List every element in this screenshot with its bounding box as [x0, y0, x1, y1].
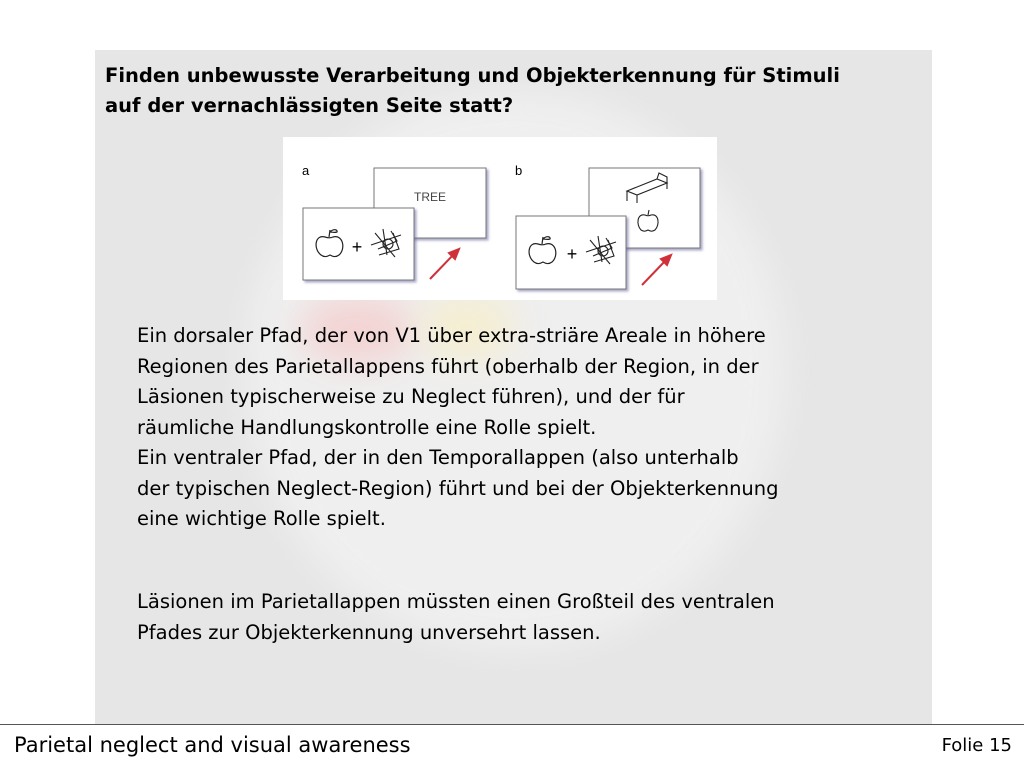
- footer-title: Parietal neglect and visual awareness: [14, 733, 411, 757]
- panel-b-fixation-cross: +: [566, 244, 578, 264]
- slide-title-line: Finden unbewusste Verarbeitung und Objekterkennung für Stimuli: [105, 64, 840, 87]
- paragraph-line: Regionen des Parietallappens führt (oberhalb der Region, in der: [137, 354, 759, 378]
- slide-title: [105, 61, 925, 121]
- stimulus-figure: [283, 137, 717, 300]
- paragraph-line: Läsionen typischerweise zu Neglect führen), und der für: [137, 385, 685, 408]
- panel-a-arrow-icon: [430, 249, 459, 279]
- body-paragraph-conclusion: [137, 587, 907, 648]
- paragraph-line: der typischen Neglect-Region) führt und bei der Objekterkennung: [137, 476, 779, 500]
- paragraph-line: Pfades zur Objekterkennung unversehrt lassen.: [137, 620, 601, 644]
- paragraph-line: Läsionen im Parietallappen müssten einen Großteil des ventralen: [137, 590, 775, 613]
- paragraph-line: räumliche Handlungskontrolle eine Rolle spielt.: [137, 415, 597, 439]
- paragraph-line: Ein ventraler Pfad, der in den Temporallappen (also unterhalb: [137, 446, 739, 469]
- panel-b-arrow-icon: [642, 255, 671, 285]
- slide-title-line: auf der vernachlässigten Seite statt?: [105, 94, 514, 117]
- slide-number: Folie 15: [941, 735, 1012, 756]
- paragraph-line: Ein dorsaler Pfad, der von V1 über extra-striäre Areale in höhere: [137, 324, 766, 347]
- panel-b-label: b: [515, 163, 523, 178]
- body-paragraph-pathways: [137, 321, 907, 535]
- panel-a-word: TREE: [413, 190, 447, 204]
- panel-a-label: a: [302, 163, 310, 178]
- panel-a-fixation-cross: +: [351, 237, 363, 257]
- paragraph-line: eine wichtige Rolle spielt.: [137, 507, 386, 530]
- footer-divider: [0, 724, 1024, 725]
